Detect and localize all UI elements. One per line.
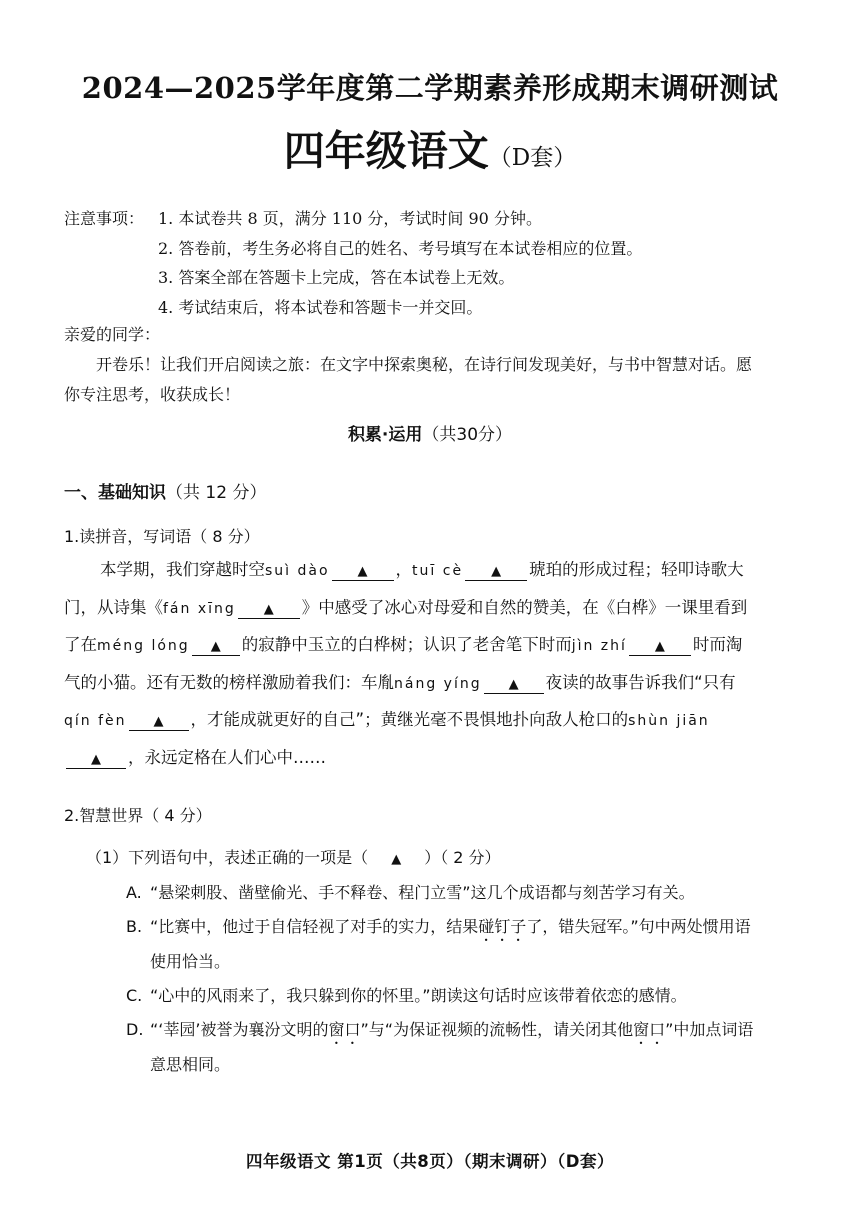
option-c: C. “心中的风雨来了，我只躲到你的怀里。”朗读这句话时应该带着依恋的感情。 [126,986,687,1005]
answer-blank-2: ▲ [465,564,527,581]
notice-section [64,204,642,322]
question-2-title: 2.智慧世界（ 4 分） [64,806,212,825]
part-heading [64,478,266,503]
notice-item-1: 注意事项： 1. 本试卷共 8 页，满分 110 分，考试时间 90 分钟。 [64,204,642,234]
question-1-passage: 本学期，我们穿越时空suì dào ▲ ，tuī cè ▲ 琥珀的形成过程；轻叩诗歌大门，从诗集《fán xīng ▲ 》中感受了冰心对母爱和自然的赞美，在《白桦》一课里看到了在méng lóng ▲ 的寂静中玉立的白桦树；认识了老舍笔下时而jìn zhí ▲ 时而淘气的小猫。还有无数的榜样激励着我们：车胤náng yíng ▲ 夜读的故事告诉我们“只有qín fèn ▲ ，才能成就更好的自己”；黄继光毫不畏惧地扑向敌人枪口的shùn jiān▲ ，永远定格在人们心中…… [64,560,748,767]
notice-item-3: 3. 答案全部在答题卡上完成，答在本试卷上无效。 [158,268,515,287]
pinyin-1: suì dào [265,563,330,579]
question-1-title: 1.读拼音，写词语（ 8 分） [64,527,260,546]
answer-blank-6: ▲ [484,677,544,694]
pinyin-5: jìn zhí [571,638,627,654]
question-2-1-stem: （1）下列语句中，表述正确的一项是（ ▲ ）（ 2 分） [86,848,501,867]
pinyin-8: shùn jiān [628,713,710,729]
answer-blank-8: ▲ [66,752,126,769]
section-score: （共30分） [422,425,513,445]
pinyin-7: qín fèn [64,713,127,729]
subject-title [0,118,860,177]
emphasized-word: 窗口 [633,1020,666,1039]
pinyin-4: méng lóng [97,638,190,654]
answer-blank-choice: ▲ [391,852,402,867]
answer-blank-4: ▲ [192,639,240,656]
choice-options [126,876,758,1082]
answer-blank-3: ▲ [238,602,300,619]
part-score: （共 12 分） [166,483,267,503]
pinyin-2: tuī cè [412,563,464,579]
exam-title: 2024—2025学年度第二学期素养形成期末调研测试 [81,71,779,105]
subject-name: 四年级语文 [283,127,489,175]
section-heading [0,420,860,445]
greeting [64,320,754,410]
pinyin-6: náng yíng [394,675,482,692]
section-title: 积累·运用 [347,425,423,445]
greeting-body: 开卷乐！让我们开启阅读之旅：在文字中探索奥秘，在诗行间发现美好，与书中智慧对话。愿你专注思考，收获成长！ [64,355,753,404]
answer-blank-7: ▲ [129,714,189,731]
answer-blank-5: ▲ [629,639,691,656]
answer-blank-1: ▲ [332,564,394,581]
pinyin-3: fán xīng [163,600,236,617]
notice-label: 注意事项： [64,209,145,228]
part-title: 一、基础知识 [64,483,166,503]
emphasized-word: 碰钉子 [478,917,527,936]
page-footer: 四年级语文 第1页（共8页）（期末调研）（D套） [246,1152,614,1171]
option-d: D. “‘莘园’被誉为襄汾文明的窗口”与“为保证视频的流畅性，请关闭其他窗口”中加点词语意思相同。 [126,1020,754,1074]
emphasized-word: 窗口 [328,1020,361,1039]
option-b: B. “比赛中，他过于自信轻视了对手的实力，结果碰钉子了，错失冠军。”句中两处惯用语使用恰当。 [126,917,751,971]
notice-item-2: 2. 答卷前，考生务必将自己的姓名、考号填写在本试卷相应的位置。 [158,238,643,258]
notice-item-4: 4. 考试结束后，将本试卷和答题卡一并交回。 [158,297,483,317]
option-a: A. “悬梁刺股、凿壁偷光、手不释卷、程门立雪”这几个成语都与刻苦学习有关。 [126,883,695,902]
greeting-salutation: 亲爱的同学： [64,325,161,344]
paper-set: （D套） [488,145,577,171]
